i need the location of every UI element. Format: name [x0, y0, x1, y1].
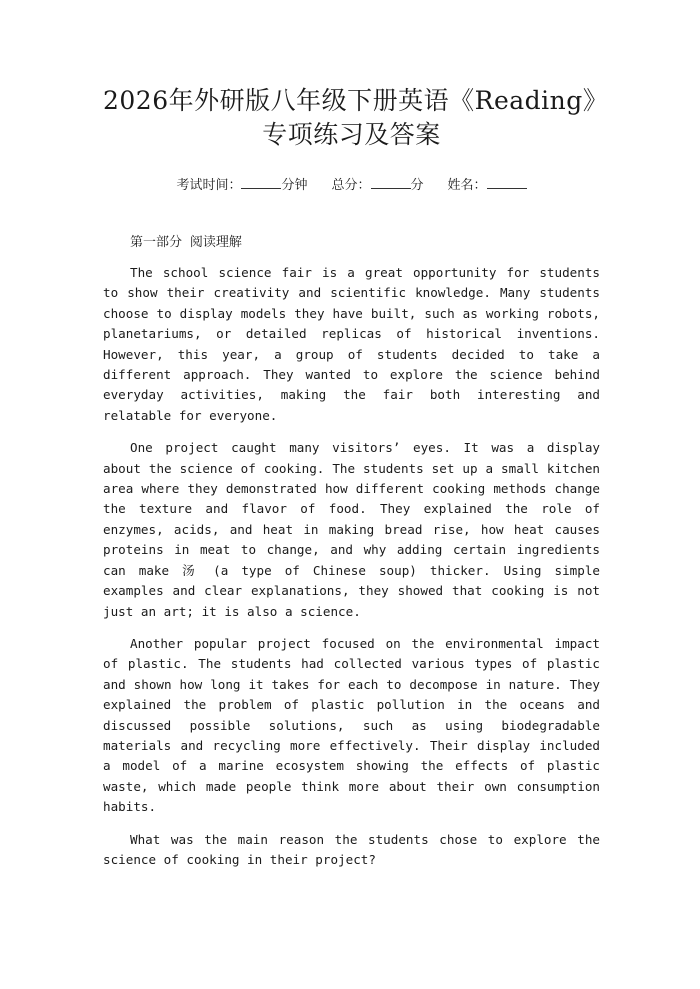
name-field	[448, 176, 527, 195]
document-title	[103, 84, 609, 152]
section-title: 第一部分 阅读理解	[130, 235, 242, 250]
question-text: What was the main reason the students chose to explore the science of cooking in their project?	[103, 831, 600, 867]
passage-paragraph-3: Another popular project focused on the environmental impact of plastic. The students had collected various types of plastic and shown how long it takes for each to decompose in nature. They explained the problem of plastic pollution in the oceans and discussed possible solutions, such as using biodegradable materials and recycling more effectively. Their display included a model of a marine ecosystem showing the effects of plastic waste, which made people think more about their own consumption habits.	[103, 635, 600, 815]
document-page	[0, 84, 700, 989]
exam-info	[103, 176, 600, 195]
score-blank	[371, 176, 411, 189]
passage-paragraph-2: One project caught many visitors’ eyes. It was a display about the science of cooking. The students set up a small kitchen area where they demonstrated how different cooking methods change the texture and flavor of food. They explained the role of enzymes, acids, and heat in making bread rise, how heat causes proteins in meat to change, and why adding certain ingredients can make 汤 (a type of Chinese soup) thicker. Using simple examples and clear explanations, they showed that cooking is not just an art; it is also a science.	[103, 440, 600, 619]
name-label: 姓名：	[447, 178, 487, 193]
total-score-field	[331, 176, 423, 195]
exam-time-field	[176, 176, 307, 195]
time-label: 考试时间：	[176, 178, 242, 193]
name-blank	[487, 176, 527, 189]
time-blank	[241, 176, 281, 189]
time-unit: 分钟	[281, 178, 308, 193]
passage-paragraph-1: The school science fair is a great opportunity for students to show their creativity and scientific knowledge. Many students choose to display models they have built, such as working robots, planetariums, or detailed replicas of historical inventions. However, this year, a group of students decided to take a different approach. They wanted to explore the science behind everyday activities, making the fair both interesting and relatable for everyone.	[103, 265, 600, 423]
title-line-1: 2026年外研版八年级下册英语《Reading》	[103, 86, 609, 115]
score-label: 总分：	[331, 178, 371, 193]
title-line-2: 专项练习及答案	[262, 120, 441, 149]
score-unit: 分	[410, 178, 424, 193]
